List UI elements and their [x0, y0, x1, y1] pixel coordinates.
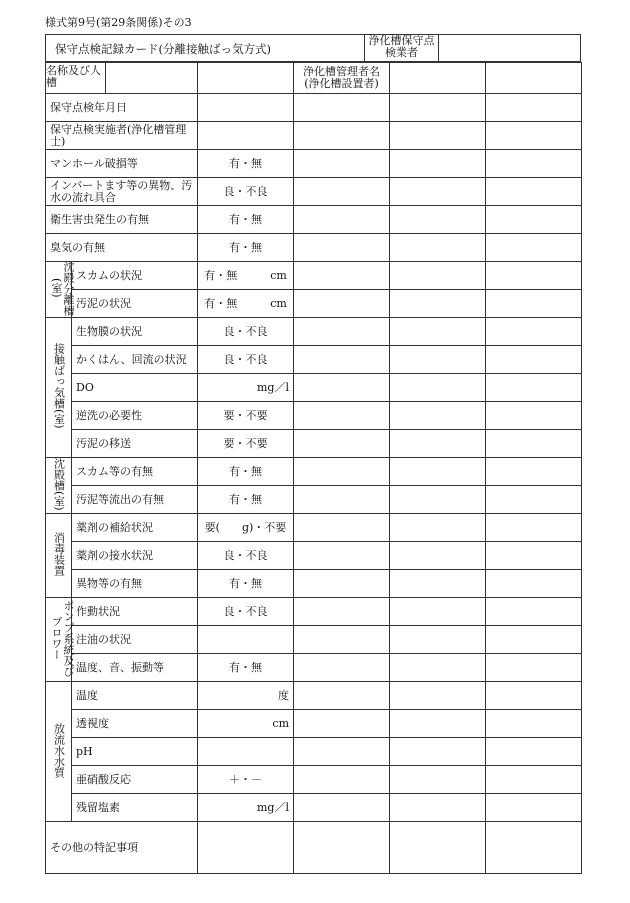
- value-cell[interactable]: [294, 486, 390, 514]
- value-cell[interactable]: [486, 178, 582, 206]
- value-cell[interactable]: [390, 346, 486, 374]
- row-backwash: [46, 402, 582, 430]
- do-label: DO: [72, 374, 198, 402]
- odor-label: 臭気の有無: [46, 234, 198, 262]
- value-cell[interactable]: [294, 318, 390, 346]
- inspection-record-table: [45, 62, 582, 874]
- operation-options[interactable]: 良・不良: [198, 598, 294, 626]
- value-cell[interactable]: [390, 430, 486, 458]
- sep-scum-options[interactable]: 有・無 cm: [198, 262, 294, 290]
- nitrite-label: 亜硝酸反応: [72, 766, 198, 794]
- value-cell[interactable]: [390, 626, 486, 654]
- biofilm-options[interactable]: 良・不良: [198, 318, 294, 346]
- row-odor: [46, 234, 582, 262]
- group-aeration-tank: 接触ばっ気槽(室): [46, 318, 72, 458]
- mixing-options[interactable]: 良・不良: [198, 346, 294, 374]
- sep-sludge-options[interactable]: 有・無 cm: [198, 290, 294, 318]
- value-cell[interactable]: [294, 458, 390, 486]
- row-operation: [46, 598, 582, 626]
- pest-options[interactable]: 有・無: [198, 206, 294, 234]
- group-pump-blower: ポンプ系統及びブロワー: [46, 598, 72, 682]
- refill-label: 薬剤の補給状況: [72, 514, 198, 542]
- value-cell[interactable]: [486, 262, 582, 290]
- group-disinfector: 消毒装置: [46, 514, 72, 598]
- row-sludge-transfer: [46, 430, 582, 458]
- value-cell[interactable]: [486, 710, 582, 738]
- value-cell[interactable]: [486, 822, 582, 874]
- value-cell[interactable]: [198, 822, 294, 874]
- do-unit[interactable]: mg／l: [198, 374, 294, 402]
- value-cell[interactable]: [294, 234, 390, 262]
- sludge-transfer-options[interactable]: 要・不要: [198, 430, 294, 458]
- settle-scum-label: スカム等の有無: [72, 458, 198, 486]
- row-ph: [46, 738, 582, 766]
- settle-outflow-options[interactable]: 有・無: [198, 486, 294, 514]
- name-field[interactable]: [106, 63, 197, 93]
- value-cell[interactable]: [294, 710, 390, 738]
- ph-label: pH: [72, 738, 198, 766]
- oil-label: 注油の状況: [72, 626, 198, 654]
- value-cell[interactable]: [390, 794, 486, 822]
- value-cell[interactable]: [294, 150, 390, 178]
- value-cell[interactable]: [294, 290, 390, 318]
- row-do: [46, 374, 582, 402]
- value-cell[interactable]: [294, 206, 390, 234]
- refill-options[interactable]: 要( g)・不要: [198, 514, 294, 542]
- value-cell[interactable]: [390, 234, 486, 262]
- value-cell[interactable]: [486, 290, 582, 318]
- value-cell[interactable]: [486, 486, 582, 514]
- temperature-label: 温度: [72, 682, 198, 710]
- row-temperature: [46, 682, 582, 710]
- value-cell[interactable]: [390, 682, 486, 710]
- value-cell[interactable]: [486, 458, 582, 486]
- manhole-label: マンホール破損等: [46, 150, 198, 178]
- chlorine-label: 残留塩素: [72, 794, 198, 822]
- value-cell[interactable]: [294, 794, 390, 822]
- value-cell[interactable]: [390, 206, 486, 234]
- temp-noise-label: 温度、音、振動等: [72, 654, 198, 682]
- value-cell[interactable]: [390, 402, 486, 430]
- odor-options[interactable]: 有・無: [198, 234, 294, 262]
- value-cell[interactable]: [486, 346, 582, 374]
- registrant-field[interactable]: [440, 35, 581, 61]
- value-cell[interactable]: [390, 486, 486, 514]
- value-cell[interactable]: [294, 682, 390, 710]
- row-sep-scum: [46, 262, 582, 290]
- row-pest: [46, 206, 582, 234]
- contact-label: 薬剤の接水状況: [72, 542, 198, 570]
- value-cell[interactable]: [294, 598, 390, 626]
- value-cell[interactable]: [486, 682, 582, 710]
- value-cell[interactable]: [390, 822, 486, 874]
- sludge-transfer-label: 汚泥の移送: [72, 430, 198, 458]
- value-cell[interactable]: [294, 178, 390, 206]
- value-cell[interactable]: [486, 542, 582, 570]
- row-other-notes: [46, 822, 582, 874]
- settle-outflow-label: 汚泥等流出の有無: [72, 486, 198, 514]
- nitrite-options[interactable]: ＋・－: [198, 766, 294, 794]
- value-cell[interactable]: [390, 766, 486, 794]
- row-settle-outflow: [46, 486, 582, 514]
- value-cell[interactable]: [486, 234, 582, 262]
- value-cell[interactable]: [294, 766, 390, 794]
- row-biofilm: [46, 318, 582, 346]
- name-cell: [46, 63, 198, 94]
- temp-noise-options[interactable]: 有・無: [198, 654, 294, 682]
- value-cell[interactable]: [486, 318, 582, 346]
- registrant-label: 浄化槽保守点検業者: [364, 34, 439, 62]
- value-cell[interactable]: [486, 374, 582, 402]
- contact-options[interactable]: 良・不良: [198, 542, 294, 570]
- transparency-label: 透視度: [72, 710, 198, 738]
- value-cell[interactable]: [198, 122, 294, 150]
- invert-label: インバートます等の異物、汚水の流れ具合: [46, 178, 198, 206]
- row-invert: [46, 178, 582, 206]
- value-cell[interactable]: [486, 654, 582, 682]
- value-cell[interactable]: [486, 738, 582, 766]
- row-foreign: [46, 570, 582, 598]
- value-cell[interactable]: [486, 794, 582, 822]
- row-chlorine: [46, 794, 582, 822]
- row-date: [46, 94, 582, 122]
- sep-sludge-label: 汚泥の状況: [72, 290, 198, 318]
- row-mixing: [46, 346, 582, 374]
- value-cell[interactable]: [294, 738, 390, 766]
- value-cell[interactable]: [486, 402, 582, 430]
- name-extra-field[interactable]: [198, 63, 294, 94]
- row-manhole: [46, 150, 582, 178]
- ph-unit[interactable]: [198, 738, 294, 766]
- manager-extra-field[interactable]: [486, 63, 582, 94]
- row-nitrite: [46, 766, 582, 794]
- value-cell[interactable]: [390, 290, 486, 318]
- value-cell[interactable]: [390, 710, 486, 738]
- value-cell[interactable]: [390, 178, 486, 206]
- value-cell[interactable]: [390, 374, 486, 402]
- pest-label: 衛生害虫発生の有無: [46, 206, 198, 234]
- row-sep-sludge: [46, 290, 582, 318]
- card-header: [45, 34, 581, 62]
- value-cell[interactable]: [486, 150, 582, 178]
- row-settle-scum: [46, 458, 582, 486]
- value-cell[interactable]: [390, 570, 486, 598]
- value-cell[interactable]: [486, 514, 582, 542]
- value-cell[interactable]: [294, 374, 390, 402]
- value-cell[interactable]: [294, 430, 390, 458]
- value-cell[interactable]: [294, 262, 390, 290]
- name-label: 名称及び人 槽: [46, 63, 106, 93]
- other-notes-label: その他の特記事項: [46, 822, 198, 874]
- value-cell[interactable]: [486, 122, 582, 150]
- settle-scum-options[interactable]: 有・無: [198, 458, 294, 486]
- value-cell[interactable]: [486, 94, 582, 122]
- row-transparency: [46, 710, 582, 738]
- value-cell[interactable]: [390, 654, 486, 682]
- manhole-options[interactable]: 有・無: [198, 150, 294, 178]
- manager-label: 浄化槽管理者名(浄化槽設置者): [294, 63, 390, 94]
- operation-label: 作動状況: [72, 598, 198, 626]
- chlorine-unit[interactable]: mg／l: [198, 794, 294, 822]
- oil-options[interactable]: [198, 626, 294, 654]
- value-cell[interactable]: [390, 318, 486, 346]
- value-cell[interactable]: [486, 206, 582, 234]
- mixing-label: かくはん、回流の状況: [72, 346, 198, 374]
- value-cell[interactable]: [486, 430, 582, 458]
- value-cell[interactable]: [390, 122, 486, 150]
- date-label: 保守点検年月日: [46, 94, 198, 122]
- manager-field[interactable]: [390, 63, 486, 94]
- form-number: 様式第9号(第29条関係)その3: [45, 16, 192, 29]
- value-cell[interactable]: [294, 514, 390, 542]
- value-cell[interactable]: [390, 738, 486, 766]
- value-cell[interactable]: [294, 542, 390, 570]
- value-cell[interactable]: [390, 458, 486, 486]
- inspector-label: 保守点検実施者(浄化槽管理士): [46, 122, 198, 150]
- sep-scum-label: スカムの状況: [72, 262, 198, 290]
- temperature-unit[interactable]: 度: [198, 682, 294, 710]
- value-cell[interactable]: [390, 542, 486, 570]
- value-cell[interactable]: [294, 626, 390, 654]
- value-cell[interactable]: [198, 94, 294, 122]
- value-cell[interactable]: [390, 598, 486, 626]
- value-cell[interactable]: [294, 346, 390, 374]
- group-settling-tank: 沈殿槽(室): [46, 458, 72, 514]
- invert-options[interactable]: 良・不良: [198, 178, 294, 206]
- value-cell[interactable]: [294, 94, 390, 122]
- value-cell[interactable]: [486, 626, 582, 654]
- transparency-unit[interactable]: cm: [198, 710, 294, 738]
- backwash-label: 逆洗の必要性: [72, 402, 198, 430]
- row-temp-noise: [46, 654, 582, 682]
- group-sep-tank: 沈殿分離槽(室): [46, 262, 72, 318]
- row-oil: [46, 626, 582, 654]
- value-cell[interactable]: [294, 122, 390, 150]
- row-contact: [46, 542, 582, 570]
- value-cell[interactable]: [294, 654, 390, 682]
- value-cell[interactable]: [486, 598, 582, 626]
- card-title: 保守点検記録カード(分離接触ばっ気方式): [55, 42, 271, 56]
- value-cell[interactable]: [390, 150, 486, 178]
- group-effluent-quality: 放流水水質: [46, 682, 72, 822]
- value-cell[interactable]: [294, 570, 390, 598]
- value-cell[interactable]: [390, 262, 486, 290]
- backwash-options[interactable]: 要・不要: [198, 402, 294, 430]
- row-inspector: [46, 122, 582, 150]
- value-cell[interactable]: [486, 766, 582, 794]
- biofilm-label: 生物膜の状況: [72, 318, 198, 346]
- foreign-options[interactable]: 有・無: [198, 570, 294, 598]
- row-refill: [46, 514, 582, 542]
- row-name: [46, 63, 582, 94]
- value-cell[interactable]: [390, 514, 486, 542]
- value-cell[interactable]: [486, 570, 582, 598]
- foreign-label: 異物等の有無: [72, 570, 198, 598]
- value-cell[interactable]: [294, 402, 390, 430]
- value-cell[interactable]: [390, 94, 486, 122]
- value-cell[interactable]: [294, 822, 390, 874]
